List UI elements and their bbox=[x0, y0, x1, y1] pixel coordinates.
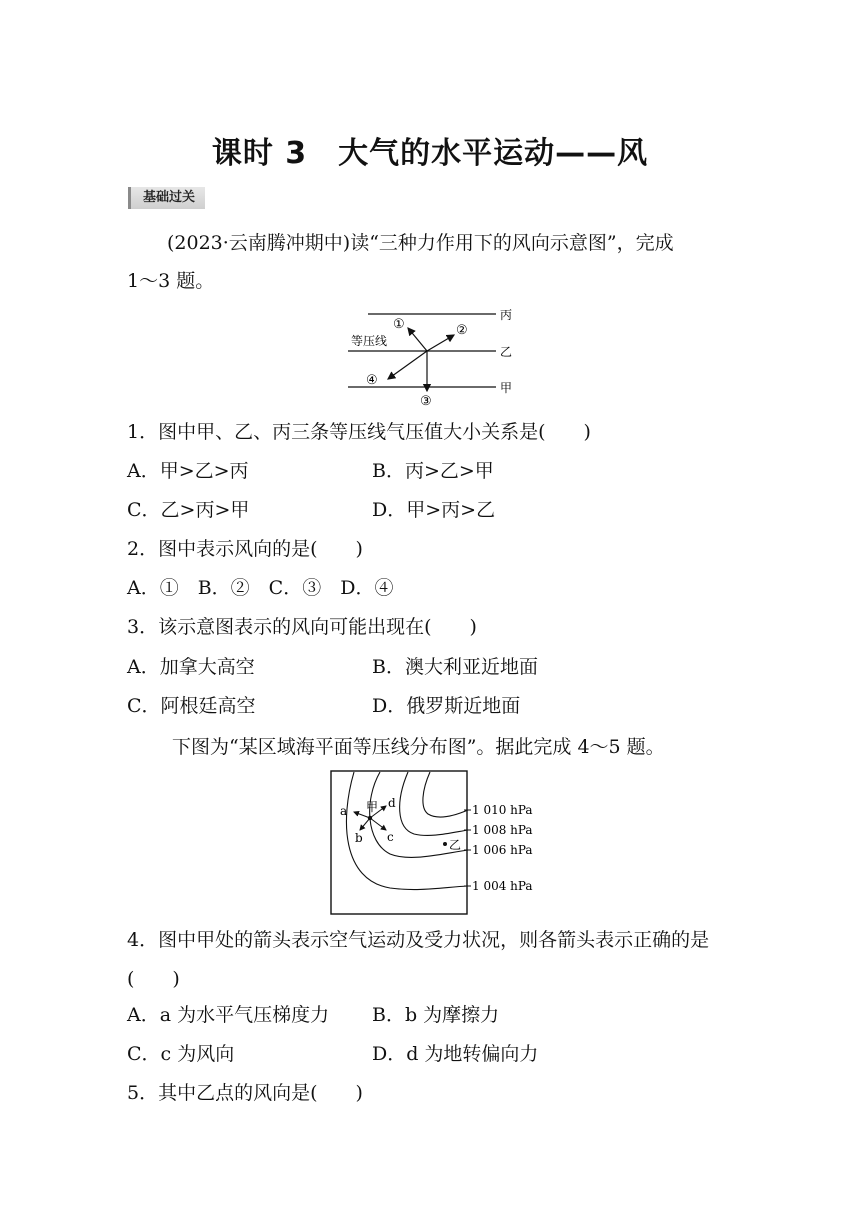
question-2-stem: 2．图中表示风向的是( ) bbox=[127, 538, 363, 560]
line-label-bing: 丙 bbox=[500, 308, 513, 322]
q3-option-d: D．俄罗斯近地面 bbox=[372, 695, 521, 717]
arrow-label-b: b bbox=[355, 831, 363, 845]
arrow-c bbox=[370, 818, 386, 830]
line-label-yi: 乙 bbox=[500, 345, 513, 359]
question-4-stem: 4．图中甲处的箭头表示空气运动及受力状况，则各箭头表示正确的是 bbox=[127, 929, 710, 951]
point-label-yi: 乙 bbox=[449, 838, 462, 852]
question-3-stem: 3．该示意图表示的风向可能出现在( ) bbox=[127, 616, 477, 638]
q1-option-c: C．乙>丙>甲 bbox=[127, 499, 250, 521]
q4-option-b: B．b 为摩擦力 bbox=[372, 1004, 500, 1026]
q4-option-d: D．d 为地转偏向力 bbox=[372, 1043, 539, 1065]
q1-option-d: D．甲>丙>乙 bbox=[372, 499, 496, 521]
arrow-label-a: a bbox=[340, 804, 348, 818]
intro-text-2: 下图为“某区域海平面等压线分布图”。据此完成 4～5 题。 bbox=[172, 736, 665, 758]
isobar-1010 bbox=[423, 772, 468, 817]
figure-isobar-map bbox=[330, 770, 540, 916]
arrow-label-c: c bbox=[387, 830, 394, 844]
q3-option-a: A．加拿大高空 bbox=[127, 656, 255, 678]
isobar-label: 等压线 bbox=[351, 334, 388, 348]
map-frame bbox=[331, 771, 467, 914]
arrow-label-d: d bbox=[388, 796, 396, 810]
q2-options: A．① B．② C．③ D．④ bbox=[127, 577, 394, 599]
arrow-4 bbox=[388, 351, 427, 379]
arrow-1 bbox=[408, 328, 427, 351]
q3-option-c: C．阿根廷高空 bbox=[127, 695, 256, 717]
arrow-2 bbox=[427, 335, 454, 351]
question-1-stem: 1．图中甲、乙、丙三条等压线气压值大小关系是( ) bbox=[127, 421, 591, 443]
q4-option-a: A．a 为水平气压梯度力 bbox=[127, 1004, 330, 1026]
q4-option-c: C．c 为风向 bbox=[127, 1043, 235, 1065]
isobar-label-1004: 1 004 hPa bbox=[472, 879, 533, 893]
section-badge: 基础过关 bbox=[128, 187, 205, 209]
isobar-label-1008: 1 008 hPa bbox=[472, 823, 533, 837]
q1-option-a: A．甲>乙>丙 bbox=[127, 460, 249, 482]
arrow-label-1: ① bbox=[393, 317, 405, 332]
point-label-jia: 甲 bbox=[366, 800, 379, 814]
figure-wind-forces bbox=[330, 303, 530, 408]
arrow-label-3: ③ bbox=[420, 394, 432, 408]
question-4-stem-cont: ( ) bbox=[127, 968, 180, 990]
intro-text-1: (2023·云南腾冲期中)读“三种力作用下的风向示意图”，完成 bbox=[167, 232, 674, 254]
q1-option-b: B．丙>乙>甲 bbox=[372, 460, 494, 482]
isobar-1008 bbox=[400, 772, 468, 835]
isobar-label-1010: 1 010 hPa bbox=[472, 803, 533, 817]
arrow-label-2: ② bbox=[456, 323, 468, 338]
intro-text-1-cont: 1～3 题。 bbox=[127, 270, 215, 292]
point-yi bbox=[443, 842, 447, 846]
q3-option-b: B．澳大利亚近地面 bbox=[372, 656, 538, 678]
line-label-jia: 甲 bbox=[500, 381, 513, 395]
isobar-label-1006: 1 006 hPa bbox=[472, 843, 533, 857]
page-title: 课时 3 大气的水平运动——风 bbox=[211, 136, 649, 171]
question-5-stem: 5．其中乙点的风向是( ) bbox=[127, 1082, 363, 1104]
arrow-b bbox=[360, 818, 370, 830]
arrow-label-4: ④ bbox=[366, 373, 378, 388]
